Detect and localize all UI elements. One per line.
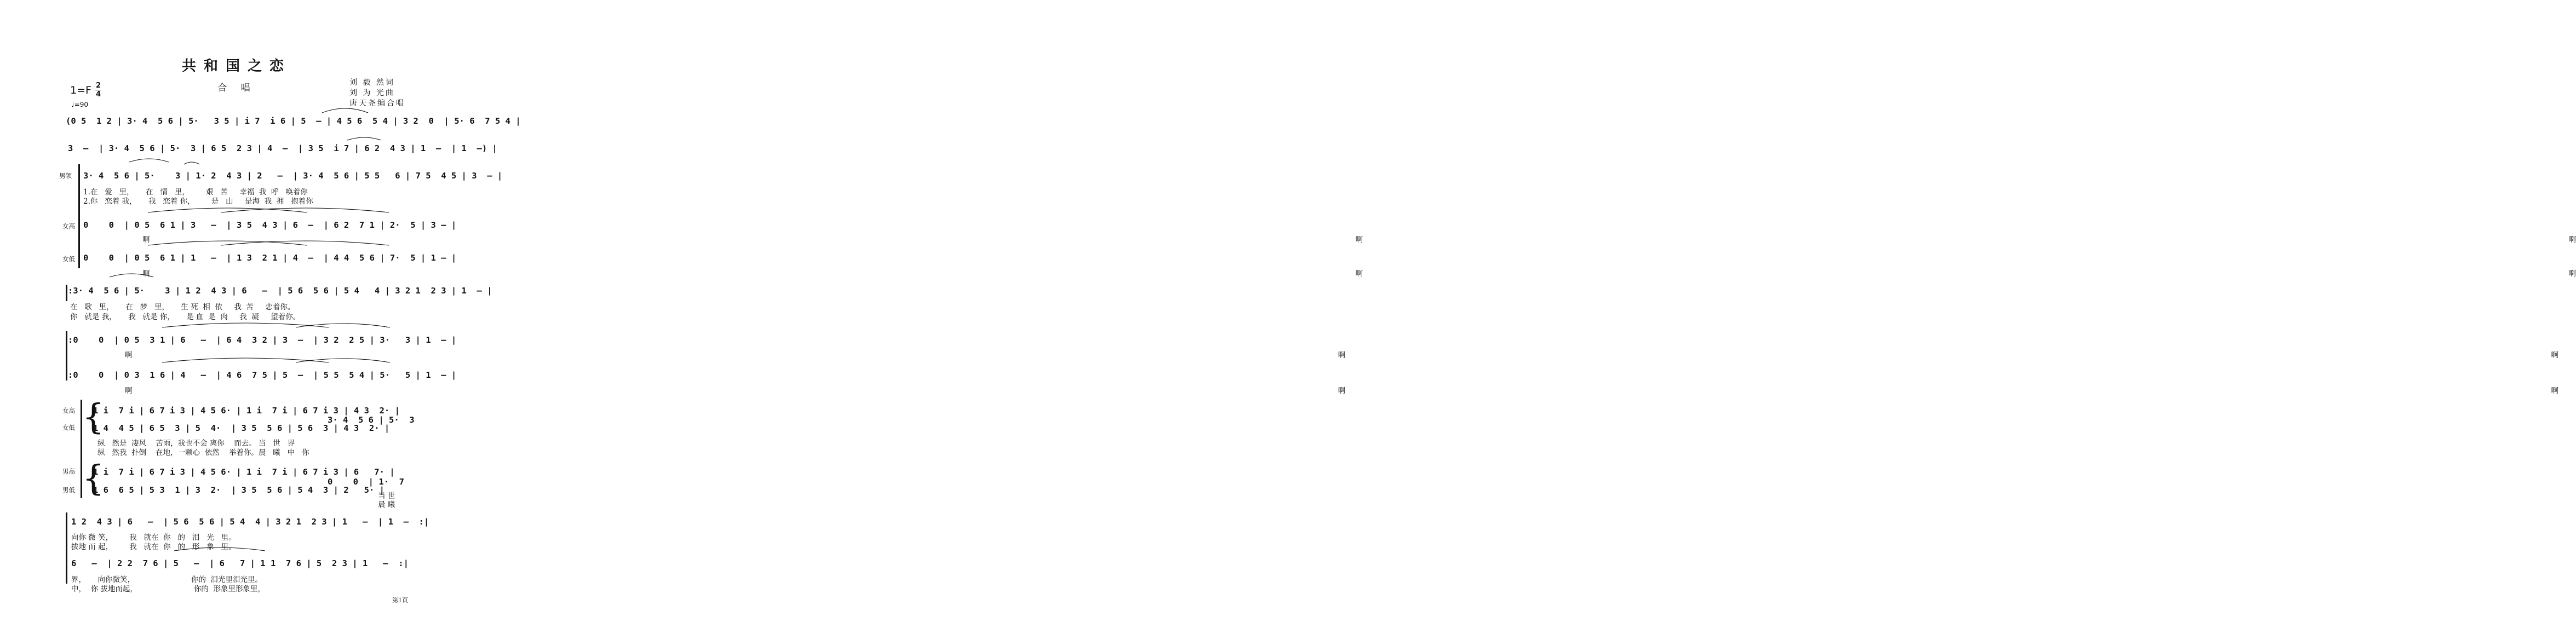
composer-credit: 刘 为 光曲 [349, 89, 395, 97]
page-number: 第1页 [392, 597, 408, 604]
slur [110, 274, 153, 277]
slur [184, 162, 199, 164]
female-low-notes-1: 0 0 | 0 5 6 1 | 1 – | 1 3 2 1 | 4 – | 4 4 5 6 | 7· 5 | 1 – | [83, 253, 457, 263]
female-high-notes-2: :0 0 | 0 5 3 1 | 6 – | 6 4 3 2 | 3 – | 3 2 2 5 | 3· 3 | 1 – | [68, 335, 457, 345]
arranger-credit: 唐天尧编合唱 [349, 99, 405, 108]
female-low-notes-3: 1 4 4 5 | 6 5 3 | 5 4· | 3 5 5 6 | 5 6 3 | 4 3 2· | [93, 423, 390, 433]
male-entry-lyric-2: 晨 曦 [378, 500, 395, 509]
female-low-lyric-1: 啊 啊 啊 [142, 269, 2576, 278]
slur [174, 547, 265, 551]
slur [221, 241, 389, 245]
lower-lyric-4a: 界， 向你微笑， 你的 泪光里泪光里。 [71, 575, 263, 584]
slur [347, 137, 381, 140]
upper-notes-4: 1 2 4 3 | 6 – | 5 6 5 6 | 5 4 4 | 3 2 1 2 3 | 1 – | 1 – :| [71, 517, 429, 527]
time-bottom: 4 [95, 90, 101, 99]
lower-lyric-4b: 中， 你 拔地而起， 你的 形象里形象里， [71, 585, 265, 593]
female-high-notes-1: 0 0 | 0 5 6 1 | 3 – | 3 5 4 3 | 6 – | 6 2 7 1 | 2· 5 | 3 – | [83, 220, 457, 230]
male-lead-notes: 3· 4 5 6 | 5· 3 | 1· 2 4 3 | 2 – | 3· 4 5 6 | 5 5 6 | 7 5 4 5 | 3 – | [83, 171, 503, 181]
male-low-notes: 1 6 6 5 | 5 3 1 | 3 2· | 3 5 5 6 | 5 4 3 | 2 5· | [93, 485, 385, 495]
upper-lyric-4a: 向你 微 笑， 我 就在 你 的 泪 光 里。 [71, 533, 236, 542]
slur [322, 108, 368, 113]
intro-line-1: (0 5 1 2 | 3· 4 5 6 | 5· 3 5 | i 7 i 6 | 5 – | 4 5 6 5 4 | 3 2 0 | 5· 6 7 5 4 | [66, 116, 521, 126]
part-label-female-high-3: 女高 [62, 407, 75, 414]
upper-lyric-4b: 拔地 而 起， 我 就在 你 的 形 象 里。 [71, 543, 236, 551]
slur [221, 208, 389, 212]
female-low-lyric-2: 啊 啊 啊 [125, 387, 2558, 395]
part-label-female-low-3: 女低 [62, 424, 75, 431]
time-top: 2 [95, 82, 101, 90]
female-high-lyric-1: 啊 啊 啊 [142, 235, 2576, 244]
male-brace: { [82, 458, 105, 499]
female-low-notes-2: :0 0 | 0 3 1 6 | 4 – | 4 6 7 5 | 5 – | 5 5 5 4 | 5· 5 | 1 – | [68, 370, 457, 380]
slur [162, 358, 329, 362]
male-high-notes: 1 i 7 i | 6 7 i 3 | 4 5 6· | 1 i 7 i | 6 7 i 3 | 6 7· | [93, 467, 395, 477]
key-signature: 1=F [70, 84, 91, 96]
lyric-3a: 纵 然是 凄风 苦雨，我也不会 离你 而去。 当 世 界 [97, 439, 295, 448]
female-high-notes-3: 1 i 7 i | 6 7 i 3 | 4 5 6· | 1 i 7 i | 6 7 i 3 | 4 3 2· | [93, 406, 400, 416]
male-entry-notes: 0 0 | 1· 7 [328, 477, 404, 487]
slur [129, 159, 169, 162]
lower-notes-4: 6 – | 2 2 7 6 | 5 – | 6 7 | 1 1 7 6 | 5 2 3 | 1 – :| [71, 558, 409, 568]
intro-line-2: 3 – | 3· 4 5 6 | 5· 3 | 6 5 2 3 | 4 – | 3 5 i 7 | 6 2 4 3 | 1 – | 1 –) | [68, 143, 497, 153]
tempo-marking: ♩=90 [71, 101, 88, 108]
slur [296, 359, 390, 362]
lead-lyric-2b: 你 就是 我， 我 就是 你， 是 血 是 肉 我 凝 望着你。 [70, 313, 301, 321]
slur-overlay [0, 0, 473, 634]
part-label-male-low: 男低 [62, 486, 75, 494]
slur [162, 323, 329, 327]
male-lead-lyric-1: 1.在 爱 里， 在 情 里， 艰 苦 幸福 我 呼 唤着你 [83, 188, 308, 197]
female-high-lyric-2: 啊 啊 啊 [125, 351, 2558, 360]
part-label-female-high: 女高 [62, 222, 75, 230]
female-brace: { [82, 397, 105, 437]
song-title: 共和国之恋 [181, 58, 291, 74]
lead-notes-3: 3· 4 5 6 | 5· 3 [328, 415, 415, 425]
male-entry-lyric-1: 当 世 [378, 492, 395, 500]
lead-notes-2: :3· 4 5 6 | 5· 3 | 1 2 4 3 | 6 – | 5 6 5 6 | 5 4 4 | 3 2 1 2 3 | 1 – | [68, 286, 492, 296]
male-lead-lyric-2: 2.你 恋着 我， 我 恋着 你， 是 山 是海 我 拥 抱着你 [83, 197, 313, 206]
part-label-female-low: 女低 [62, 255, 75, 263]
lyric-3b: 纵 然我 扑倒 在地，一颗心 依然 举着你。晨 曦 中 你 [97, 448, 309, 457]
part-label-male-lead: 男领 [59, 172, 72, 180]
lead-lyric-2a: 在 歌 里， 在 梦 里， 生 死 相 依 我 苦 恋着你。 [70, 303, 295, 312]
lyricist-credit: 刘 毅 然词 [349, 78, 395, 87]
slur [296, 324, 390, 327]
part-label-male-high: 男高 [62, 468, 75, 475]
subtitle: 合 唱 [217, 83, 256, 94]
